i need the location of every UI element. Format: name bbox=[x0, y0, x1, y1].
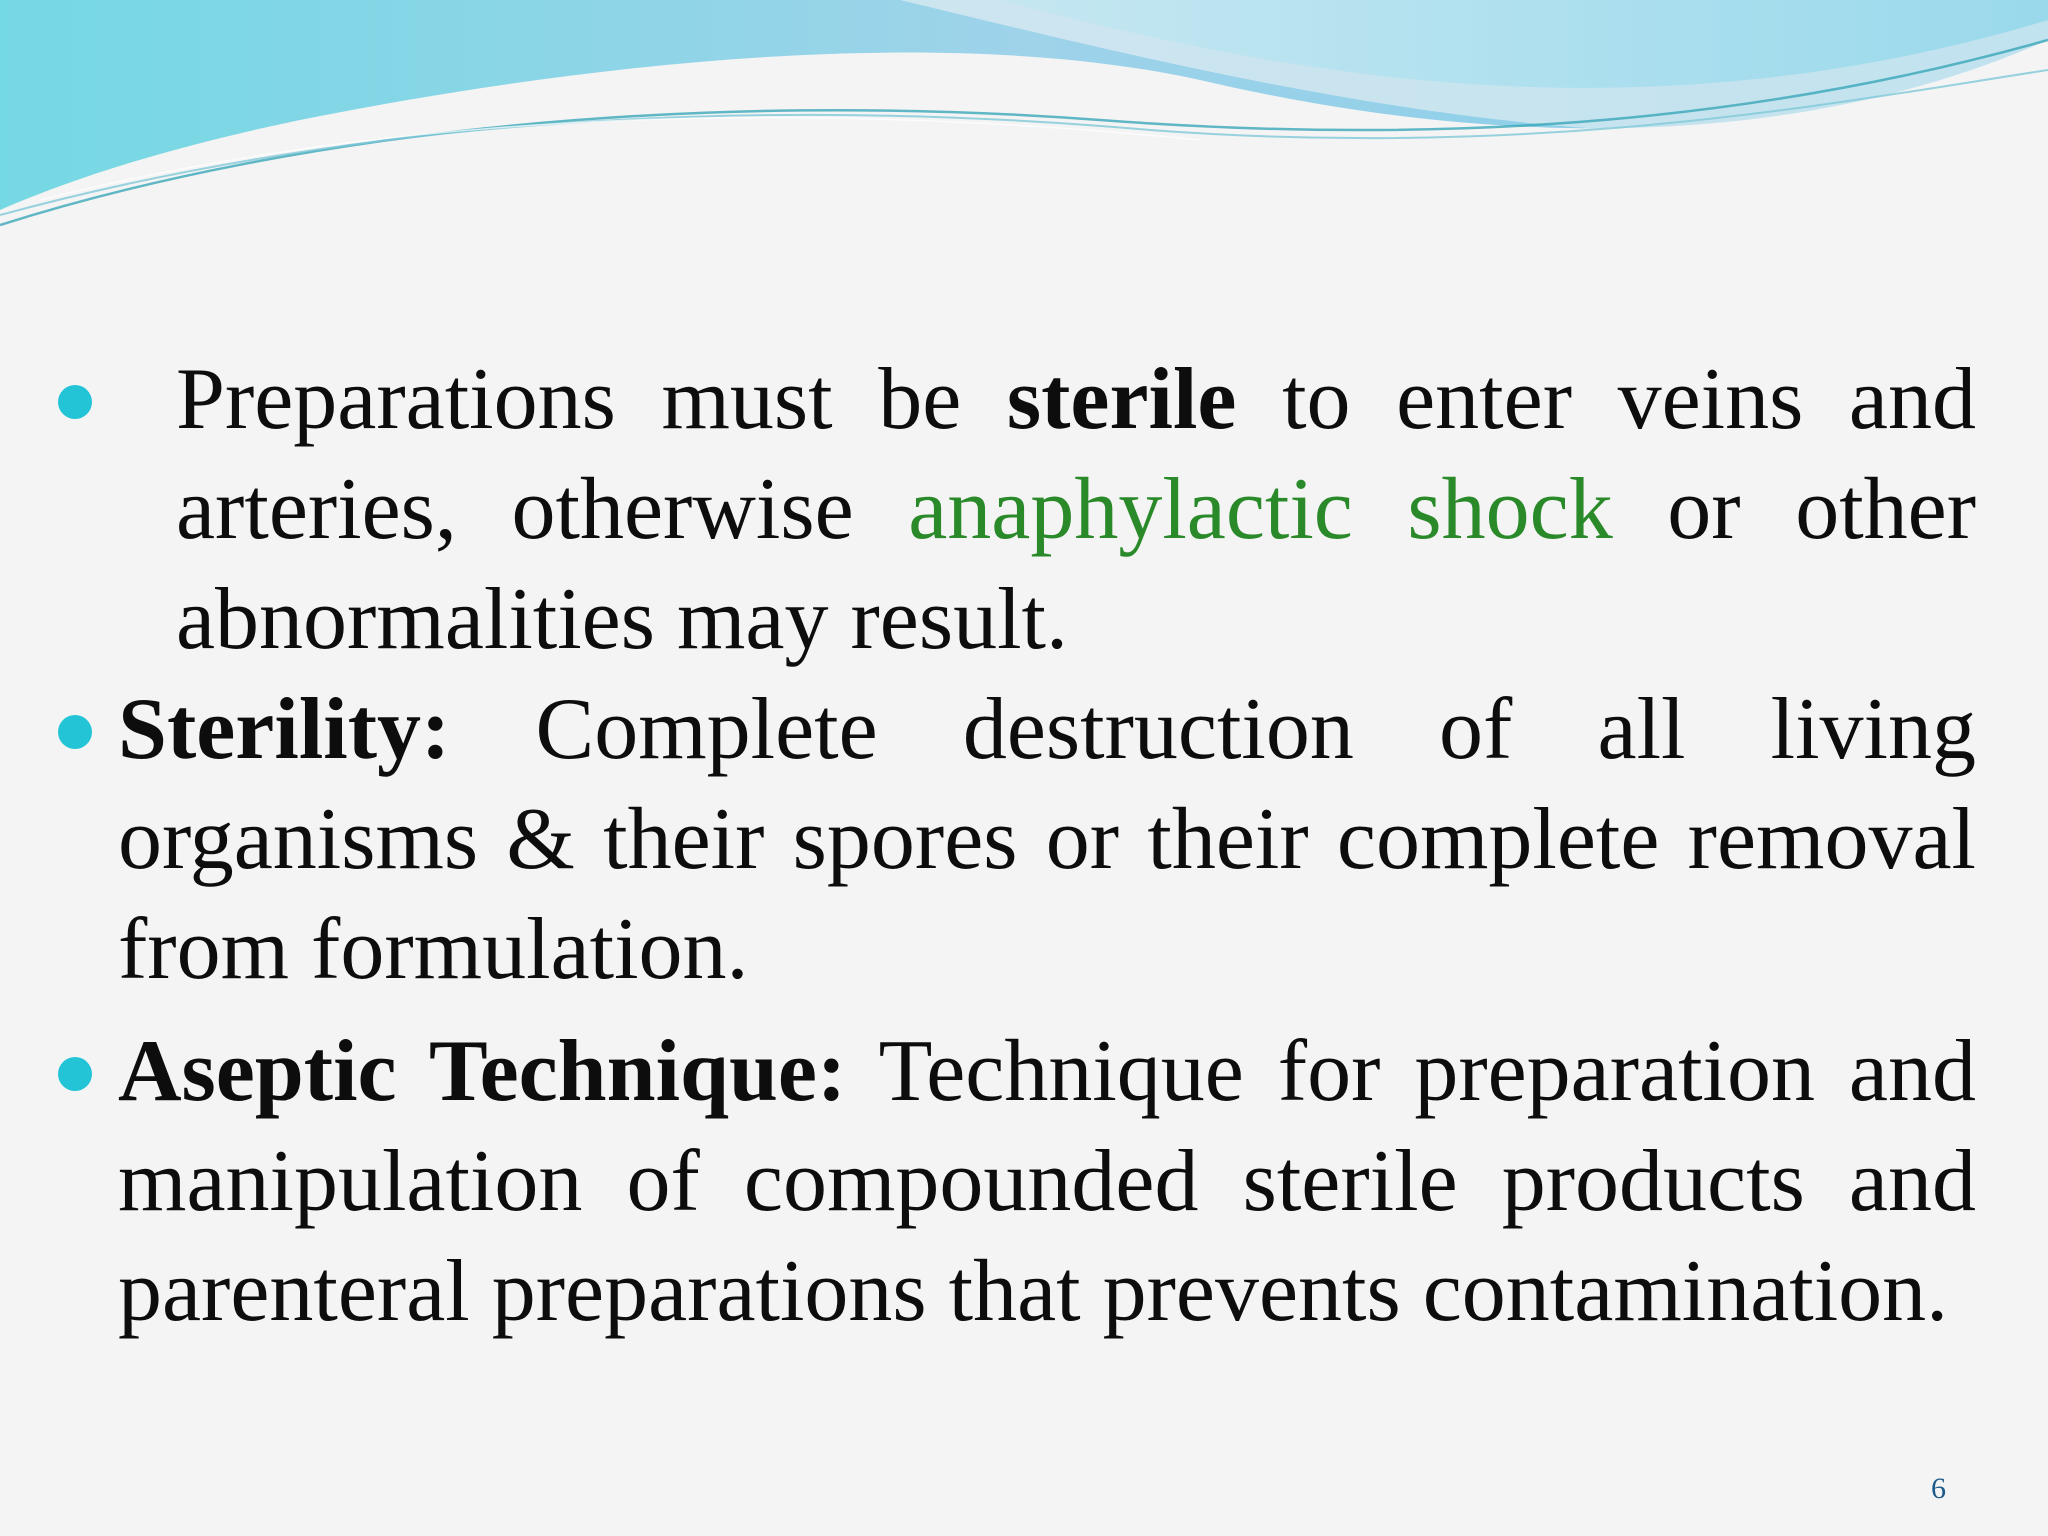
bullet-item-sterility bbox=[58, 675, 1976, 1005]
bullet-item-sterile-preparations bbox=[58, 345, 1976, 675]
definition-text: Technique for preparation and manipulation of compounded sterile products and parenteral preparations that prevents contamination. bbox=[118, 1023, 1976, 1340]
term-sterility: Sterility: bbox=[118, 681, 451, 778]
bullet-item-aseptic-technique bbox=[58, 1017, 1976, 1347]
bullet-list bbox=[58, 345, 1976, 1347]
bold-term-sterile: sterile bbox=[1006, 351, 1237, 448]
definition-text: Complete destruction of all living organisms & their spores or their complete removal from formulation. bbox=[118, 681, 1976, 998]
term-aseptic-technique: Aseptic Technique: bbox=[118, 1023, 847, 1120]
bullet-dot-icon bbox=[58, 715, 92, 749]
bullet-text: Preparations must be bbox=[176, 351, 1007, 448]
bullet-text: or other abnormalities may result. bbox=[176, 461, 1977, 668]
page-number: 6 bbox=[1931, 1472, 1946, 1505]
bullet-dot-icon bbox=[58, 1057, 92, 1091]
bullet-text: to enter veins and arteries, otherwise bbox=[176, 351, 1976, 558]
highlight-anaphylactic-shock: anaphylactic shock bbox=[908, 461, 1613, 558]
header-wave-decoration bbox=[0, 0, 2048, 240]
bullet-dot-icon bbox=[58, 385, 92, 419]
